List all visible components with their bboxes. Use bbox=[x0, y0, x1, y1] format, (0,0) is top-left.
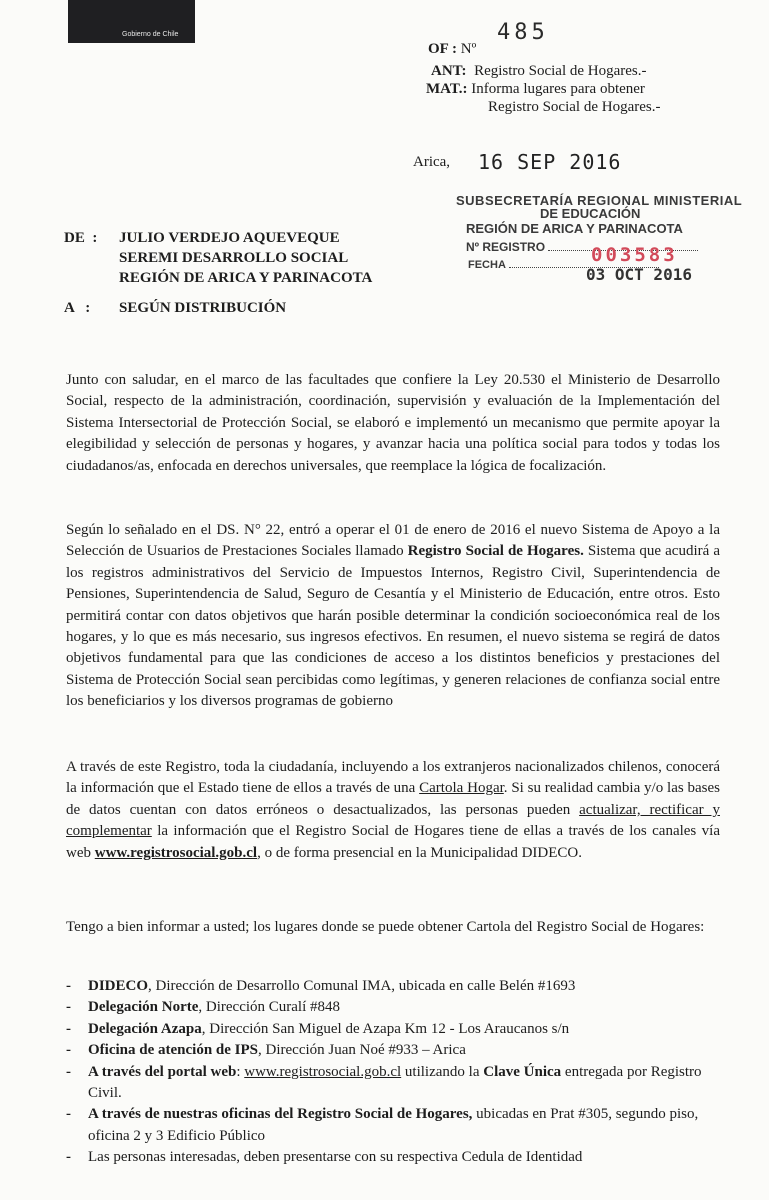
list-item: - A través del portal web: www.registrosocial.gob.cl utilizando la Clave Única entregada por Registro Civil. bbox=[66, 1063, 702, 1102]
paragraph-2: Según lo señalado en el DS. N° 22, entró a operar el 01 de enero de 2016 el nuevo Sistema de Apoyo a la Selección de Usuarios de Prestaciones Sociales llamado Registro Social de Hogares. Sistema que acudirá a los registros administrativos del Servicio de Impuestos Internos, Registro Civil, Superintendencia de Pensiones, Superintendencia de Salud, Seguro de Cesantía y el Ministerio de Educación, entre otros. Esto permitirá contar con datos objetivos que harán posible determinar la condición socioeconómica real de los hogares, y lo que es más necesario, sus ingresos efectivos. En resumen, el nuevo sistema se regirá de datos objetivos fundamental para que las condiciones de acceso a los distintos beneficios y prestaciones del Sistema de Protección Social sean percibidas como legítimas, y generen relaciones de confianza social entre los beneficiarios y los diversos programas de gobierno bbox=[66, 522, 721, 710]
sender-details bbox=[119, 228, 439, 288]
actualizar-text: actualizar, rectificar y complementar bbox=[66, 801, 720, 840]
paragraph-1: Junto con saludar, en el marco de las facultades que confiere la Ley 20.530 el Ministerio de Desarrollo Social, respecto de la administración, coordinación, supervisión y evaluación de la Implementación del Sistema Intersectorial de Protección Social, se elaboró e implementó un mecanismo que permite apoyar la elegibilidad y selección de personas y hogares, y avanzar hacia una política social para todos y todas los ciudadanos/as, enfocada en derechos universales, que reemplace la lógica de focalización. bbox=[66, 372, 720, 474]
web-link[interactable]: www.registrosocial.gob.cl bbox=[94, 844, 258, 861]
list-item: - Delegación Azapa, Dirección San Miguel de Azapa Km 12 - Los Araucanos s/n bbox=[66, 1020, 570, 1037]
mat-label: MAT.: bbox=[426, 81, 468, 97]
ant-text: Registro Social de Hogares.- bbox=[474, 63, 647, 79]
list-item: - DIDECO, Dirección de Desarrollo Comunal IMA, ubicada en calle Belén #1693 bbox=[66, 978, 576, 994]
materia-line-2: Registro Social de Hogares.- bbox=[488, 99, 661, 115]
list-item: - A través de nuestras oficinas del Registro Social de Hogares, ubicadas en Prat #305, segundo piso, oficina 2 y 3 Edificio Público bbox=[66, 1106, 699, 1144]
paragraph-4: Tengo a bien informar a usted; los lugares donde se puede obtener Cartola del Registro Social de Hogares: bbox=[66, 919, 705, 935]
portal-link[interactable]: www.registrosocial.gob.cl bbox=[244, 1063, 402, 1080]
sender-name: JULIO VERDEJO AQUEVEQUE bbox=[119, 230, 340, 246]
stamp-line-2: DE EDUCACIÓN bbox=[540, 206, 641, 221]
oficio-line bbox=[428, 40, 476, 58]
ant-label: ANT: bbox=[431, 63, 467, 79]
list-item: - Delegación Norte, Dirección Curalí #848 bbox=[66, 999, 341, 1016]
stamp-fecha-label: FECHA bbox=[456, 259, 756, 271]
materia-line bbox=[426, 80, 645, 98]
logo-text: Gobierno de Chile bbox=[122, 31, 179, 38]
stamp-fecha-value: 03 OCT 2016 bbox=[586, 265, 692, 284]
stamp-registro-number: 003583 bbox=[591, 244, 678, 266]
list-item: - Las personas interesadas, deben presentarse con su respectiva Cedula de Identidad bbox=[66, 1149, 583, 1166]
locations-list bbox=[66, 976, 720, 1169]
sender-label: DE : bbox=[64, 230, 98, 246]
mat-text: Informa lugares para obtener bbox=[471, 81, 645, 97]
recipient-text: SEGÚN DISTRIBUCIÓN bbox=[119, 300, 287, 316]
stamp-line-1: SUBSECRETARÍA REGIONAL MINISTERIAL bbox=[456, 193, 743, 208]
place: Arica, bbox=[413, 154, 451, 170]
date-stamp: 16 SEP 2016 bbox=[478, 150, 622, 174]
stamp-registro-label: Nº REGISTRO bbox=[456, 240, 756, 254]
oficio-number: 485 bbox=[497, 20, 549, 45]
reception-stamp bbox=[456, 193, 756, 284]
list-item: - Oficina de atención de IPS, Dirección Juan Noé #933 – Arica bbox=[66, 1042, 466, 1059]
rsh-bold: Registro Social de Hogares. bbox=[407, 543, 584, 560]
recipient-block bbox=[64, 300, 424, 317]
paragraph-3: A través de este Registro, toda la ciudadanía, incluyendo a los extranjeros nacionalizados chilenos, conocerá la información que el Estado tiene de ellos a través de una Cartola Hogar. Si su realidad cambia y/o las bases de datos cuentan con datos erróneos o desactualizados, las personas pueden actualizar, rectificar y complementar la información que el Registro Social de Hogares tiene de ellas a través de los canales vía web www.registrosocial.gob.cl, o de forma presencial en la Municipalidad DIDECO. bbox=[66, 759, 720, 861]
recipient-label: A : bbox=[64, 300, 91, 316]
of-prefix: Nº bbox=[460, 41, 477, 57]
government-logo bbox=[68, 0, 195, 43]
sender-title: SEREMI DESARROLLO SOCIAL bbox=[119, 250, 349, 266]
stamp-line-3: REGIÓN DE ARICA Y PARINACOTA bbox=[466, 221, 683, 236]
of-label: OF : bbox=[428, 41, 458, 57]
cartola-hogar: Cartola Hogar bbox=[419, 780, 504, 797]
antecedente-line bbox=[431, 62, 647, 80]
sender-region: REGIÓN DE ARICA Y PARINACOTA bbox=[119, 270, 373, 286]
